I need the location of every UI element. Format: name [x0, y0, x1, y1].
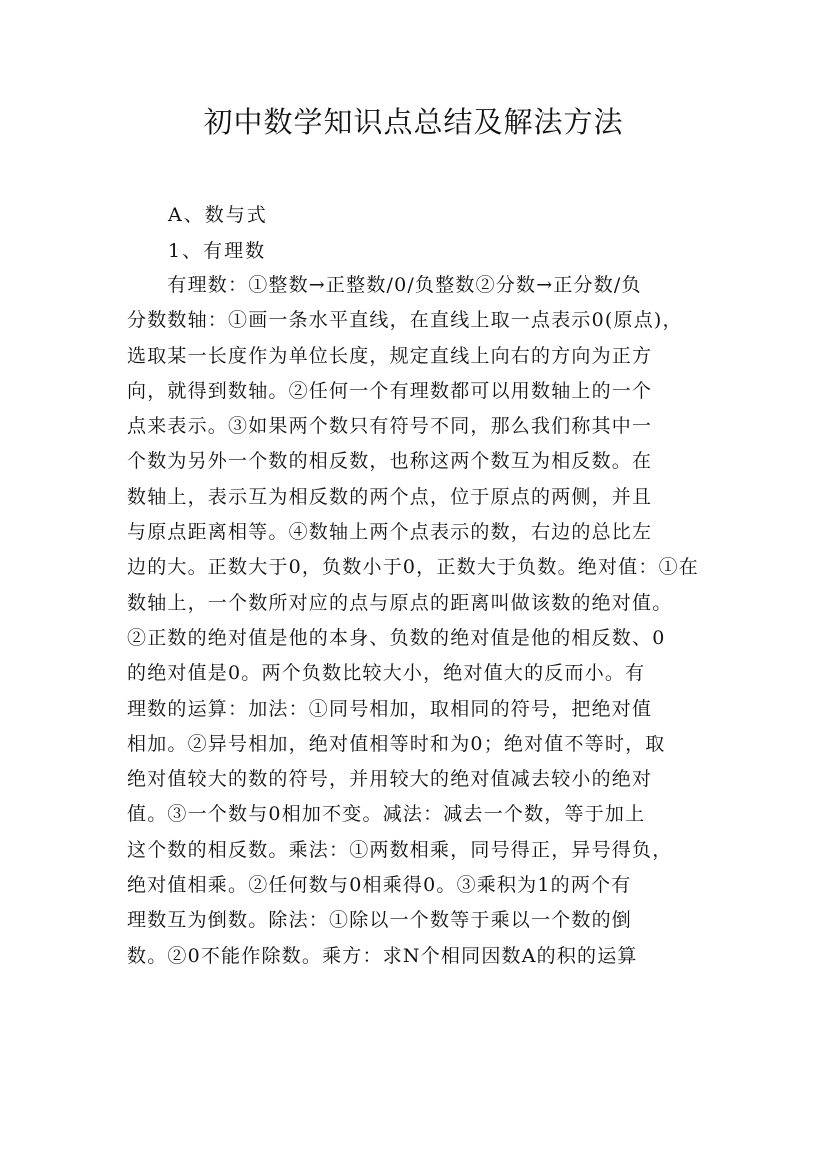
- body-line: 值。③一个数与0相加不变。减法：减去一个数，等于加上: [127, 803, 646, 826]
- body-line: 边的大。正数大于0，负数小于0，正数大于负数。绝对值：①在: [127, 556, 699, 579]
- body-line: 有理数：①整数→正整数/0/负整数②分数→正分数/负: [127, 274, 642, 296]
- subsection-heading: 1、有理数: [168, 240, 267, 262]
- body-line: 选取某一长度作为单位长度，规定直线上向右的方向为正方: [127, 344, 653, 367]
- body-line: 数。②0不能作除数。乘方：求N个相同因数A的积的运算: [127, 944, 638, 967]
- body-line: 的绝对值是0。两个负数比较大小，绝对值大的反而小。有: [127, 662, 646, 685]
- body-line: 绝对值相乘。②任何数与0相乘得0。③乘积为1的两个有: [127, 874, 632, 897]
- body-line: 数轴上，一个数所对应的点与原点的距离叫做该数的绝对值。: [127, 591, 673, 614]
- body-line: 向，就得到数轴。②任何一个有理数都可以用数轴上的一个: [127, 379, 653, 402]
- body-line: 与原点距离相等。④数轴上两个点表示的数，右边的总比左: [127, 521, 653, 544]
- document-title: 初中数学知识点总结及解法方法: [203, 105, 624, 139]
- body-line: 个数为另外一个数的相反数，也称这两个数互为相反数。在: [127, 450, 653, 473]
- body-line: 这个数的相反数。乘法：①两数相乘，同号得正，异号得负，: [127, 838, 673, 861]
- body-line: ②正数的绝对值是他的本身、负数的绝对值是他的相反数、0: [127, 626, 666, 649]
- body-line: 点来表示。③如果两个数只有符号不同，那么我们称其中一: [127, 415, 653, 438]
- body-line: 理数的运算：加法：①同号相加，取相同的符号，把绝对值: [127, 697, 653, 720]
- body-paragraph: [127, 268, 707, 974]
- body-line: 绝对值较大的数的符号，并用较大的绝对值减去较小的绝对: [127, 768, 653, 791]
- body-line: 理数互为倒数。除法：①除以一个数等于乘以一个数的倒: [127, 909, 633, 932]
- body-line: 分数数轴：①画一条水平直线，在直线上取一点表示0(原点)，: [127, 309, 683, 332]
- body-line: 数轴上，表示互为相反数的两个点，位于原点的两侧，并且: [127, 485, 653, 508]
- section-heading: A、数与式: [168, 204, 268, 226]
- body-line: 相加。②异号相加，绝对值相等时和为0；绝对值不等时，取: [127, 732, 666, 755]
